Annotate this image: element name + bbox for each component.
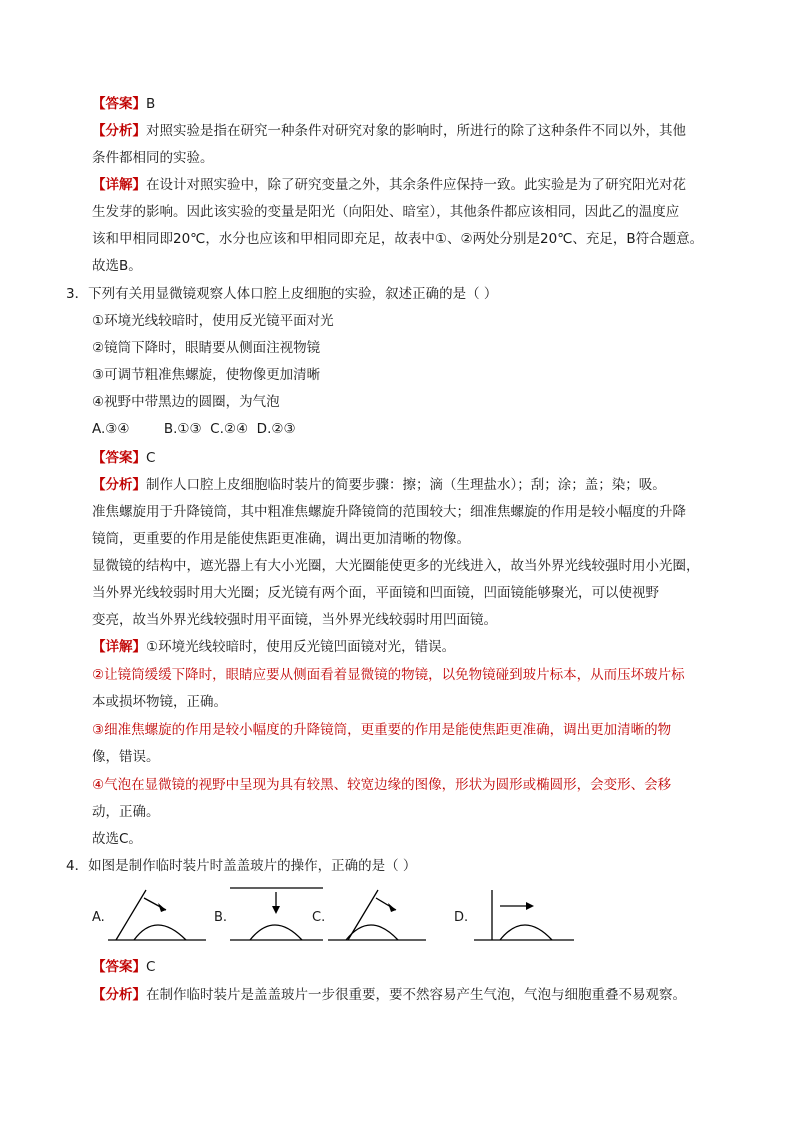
q3-detail-text-7: 动，正确。: [92, 804, 160, 820]
q3-detail-text-5: 像，错误。: [92, 749, 160, 765]
q3-analysis-text-5: 当外界光线较弱时用大光圈；反光镜有两个面，平面镜和凹面镜，凹面镜能够聚光，可以使视野: [92, 585, 659, 601]
q3-detail-text-3: 本或损坏物镜，正确。: [92, 694, 227, 710]
detail-tag: 【详解】: [92, 639, 146, 655]
analysis-tag: 【分析】: [92, 123, 146, 139]
figure-label-c: C.: [312, 910, 326, 925]
q2-analysis-text-2: 条件都相同的实验。: [92, 150, 214, 166]
q3-analysis-text: 制作人口腔上皮细胞临时装片的简要步骤：擦；滴（生理盐水）；刮；涂；盖；染；吸。: [146, 477, 666, 493]
q3-statement-2: ②镜筒下降时，眼睛要从侧面注视物镜: [92, 340, 321, 356]
q3-analysis-text-4: 显微镜的结构中，遮光器上有大小光圈，大光圈能使更多的光线进入，故当外界光线较强时用小光圈，: [92, 558, 700, 574]
q3-answer: C: [146, 450, 156, 466]
q4-answer-line: [92, 958, 722, 976]
figure-label-a: A.: [92, 910, 105, 925]
q3-answer-line: [92, 449, 722, 467]
answer-tag: 【答案】: [92, 959, 146, 975]
q3-detail-text-4: ③细准焦螺旋的作用是较小幅度的升降镜筒，更重要的作用是能使焦距更准确，调出更加清晰的物: [92, 722, 672, 738]
q3-statement-4: ④视野中带黑边的圆圈，为气泡: [92, 394, 280, 410]
q2-detail-text-3: 该和甲相同即20℃，水分也应该和甲相同即充足，故表中①、②两处分别是20℃、充足，B符合题意。: [92, 231, 704, 247]
q3-analysis-text-3: 镜筒，更重要的作用是能使焦距更准确，调出更加清晰的物像。: [92, 531, 470, 547]
q2-detail-text: 在设计对照实验中，除了研究变量之外，其余条件应保持一致。此实验是为了研究阳光对花: [146, 177, 686, 193]
figure-label-b: B.: [214, 910, 228, 925]
q4-analysis-text: 在制作临时装片是盖盖玻片一步很重要，要不然容易产生气泡，气泡与细胞重叠不易观察。: [146, 987, 686, 1003]
coverslip-figure: [90, 880, 590, 950]
analysis-tag: 【分析】: [92, 987, 146, 1003]
analysis-tag: 【分析】: [92, 477, 146, 493]
q3-detail-line: [92, 638, 722, 656]
q2-answer: B: [146, 96, 156, 112]
answer-tag: 【答案】: [92, 450, 146, 466]
q2-answer-line: [92, 95, 722, 113]
q3-detail-text-6: ④气泡在显微镜的视野中呈现为具有较黑、较宽边缘的图像，形状为圆形或椭圆形，会变形、会移: [92, 777, 672, 793]
answer-tag: 【答案】: [92, 96, 146, 112]
q3-choices: A.③④ B.①③ C.②④ D.②③: [92, 421, 296, 437]
q3-analysis-text-2: 准焦螺旋用于升降镜筒，其中粗准焦螺旋升降镜筒的范围较大；细准焦螺旋的作用是较小幅度的升降: [92, 504, 686, 520]
q2-detail-text-4: 故选B。: [92, 258, 142, 274]
q4-analysis-line: [92, 986, 722, 1004]
q4-question: 4．如图是制作临时装片时盖盖玻片的操作，正确的是（ ）: [66, 858, 417, 874]
detail-tag: 【详解】: [92, 177, 146, 193]
q3-statement-1: ①环境光线较暗时，使用反光镜平面对光: [92, 313, 334, 329]
option-a-diagram: [106, 880, 216, 942]
q3-analysis-text-6: 变亮，故当外界光线较强时用平面镜，当外界光线较弱时用凹面镜。: [92, 612, 497, 628]
figure-label-d: D.: [454, 910, 469, 925]
q3-question: 3．下列有关用显微镜观察人体口腔上皮细胞的实验，叙述正确的是（ ）: [66, 286, 498, 302]
q3-detail-text-8: 故选C。: [92, 831, 142, 847]
q3-analysis-line: [92, 476, 722, 494]
q2-analysis-text: 对照实验是指在研究一种条件对研究对象的影响时，所进行的除了这种条件不同以外，其他: [146, 123, 686, 139]
q4-answer: C: [146, 959, 156, 975]
q3-detail-text: ①环境光线较暗时，使用反光镜凹面镜对光，错误。: [146, 639, 456, 655]
q2-detail-text-2: 生发芽的影响。因此该实验的变量是阳光（向阳处、暗室），其他条件都应该相同，因此乙的温度应: [92, 204, 680, 220]
q2-analysis-line: [92, 122, 722, 140]
option-d-diagram: [472, 880, 582, 942]
q3-detail-text-2: ②让镜筒缓缓下降时，眼睛应要从侧面看着显微镜的物镜，以免物镜碰到玻片标本，从而压坏玻片标: [92, 667, 685, 683]
q2-detail-line: [92, 176, 722, 194]
q3-statement-3: ③可调节粗准焦螺旋，使物像更加清晰: [92, 367, 321, 383]
option-c-diagram: [326, 880, 436, 942]
